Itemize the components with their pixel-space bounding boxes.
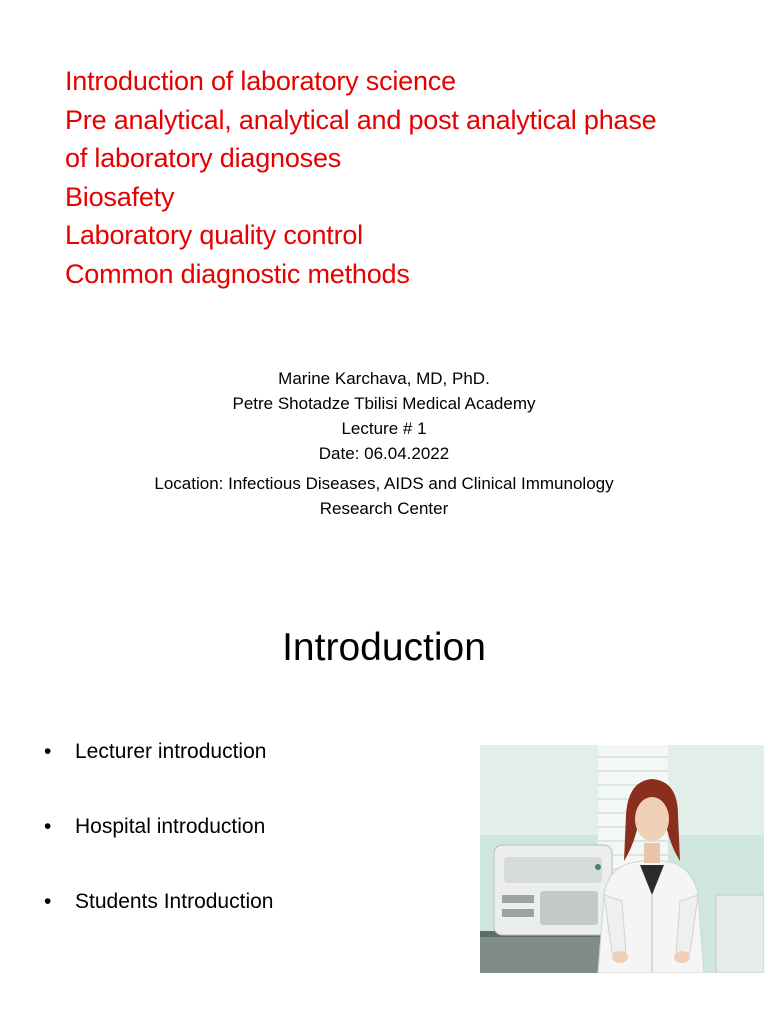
author-name: Marine Karchava, MD, PhD.: [278, 369, 490, 388]
location-line-1: Location: Infectious Diseases, AIDS and Clinical Immunology: [154, 474, 614, 493]
bullet-item: [44, 811, 444, 886]
title-line: Biosafety: [65, 181, 175, 212]
lecture-date: Date: 06.04.2022: [318, 444, 450, 463]
title-line: Laboratory quality control: [65, 220, 363, 251]
bullet-item: [44, 736, 444, 811]
title-line: of laboratory diagnoses: [65, 143, 342, 174]
lecturer-photo: [480, 745, 764, 973]
bullet-item: [44, 886, 444, 961]
title-line: Common diagnostic methods: [65, 258, 410, 289]
author-block: [0, 366, 768, 521]
lecture-number: Lecture # 1: [341, 419, 427, 438]
location-line-2: Research Center: [319, 499, 449, 518]
bullet-icon: •: [44, 815, 52, 838]
bullet-text: Lecturer introduction: [75, 740, 267, 763]
slide-1-title: [65, 62, 755, 294]
bullet-text: Students Introduction: [75, 890, 274, 913]
bullet-icon: •: [44, 740, 52, 763]
slide-2: [0, 590, 768, 1024]
title-line: Introduction of laboratory science: [65, 66, 456, 96]
institution: Petre Shotadze Tbilisi Medical Academy: [232, 394, 536, 413]
bullet-text: Hospital introduction: [75, 815, 266, 838]
bullet-icon: •: [44, 890, 52, 913]
slide-2-title: Introduction: [282, 626, 486, 669]
title-line: Pre analytical, analytical and post analytical phase: [65, 104, 657, 135]
bullet-list: [44, 736, 444, 961]
